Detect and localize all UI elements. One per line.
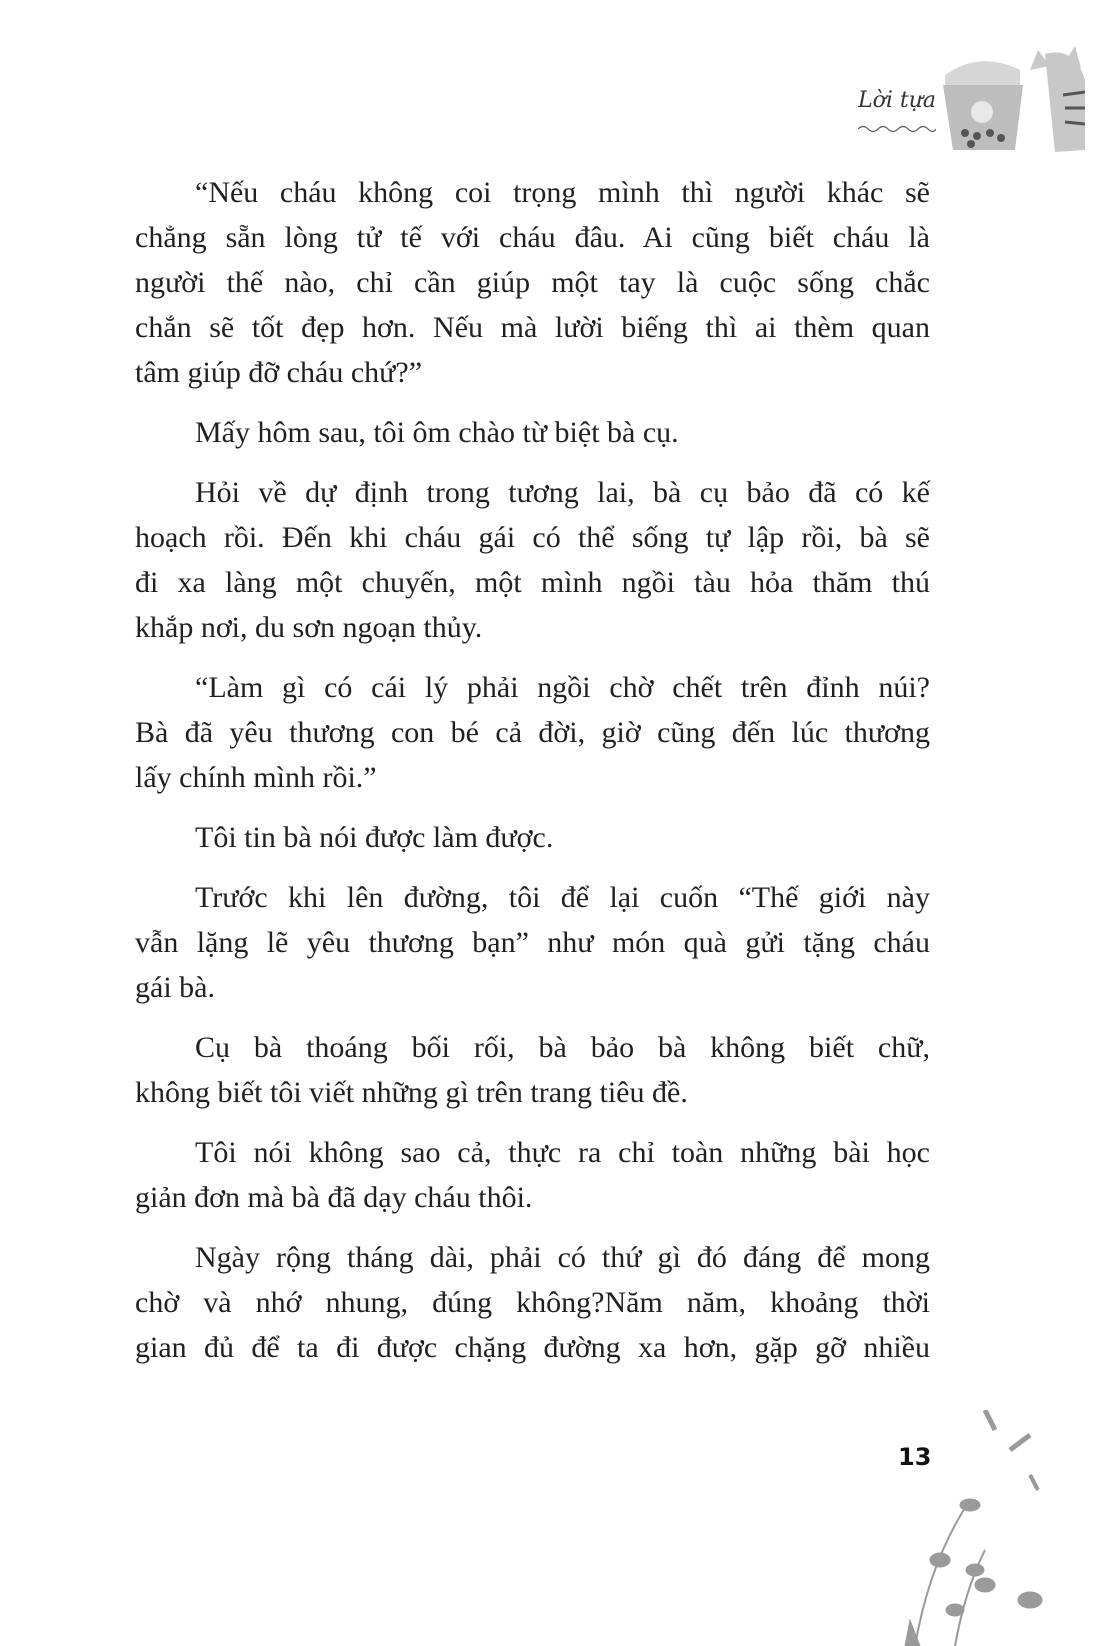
text-line: người thế nào, chỉ cần giúp một tay là cuộc sống chắc	[135, 266, 930, 299]
text-line: hoạch rồi. Đến khi cháu gái có thể sống tự lập rồi, bà sẽ	[135, 521, 930, 554]
paragraph	[135, 170, 930, 395]
cat-bubble-tea-illustration	[935, 40, 1085, 160]
chapter-header	[850, 40, 1090, 160]
text-line: Ngày rộng tháng dài, phải có thứ gì đó đáng để mong	[195, 1241, 930, 1274]
body-text	[135, 170, 930, 1385]
paragraph	[135, 1130, 930, 1220]
text-line: Mấy hôm sau, tôi ôm chào từ biệt bà cụ.	[195, 416, 679, 449]
text-line: không biết tôi viết những gì trên trang tiêu đề.	[135, 1076, 688, 1109]
paragraph	[135, 665, 930, 800]
text-line: khắp nơi, du sơn ngoạn thủy.	[135, 611, 483, 644]
text-line: gái bà.	[135, 971, 215, 1004]
text-line: Hỏi về dự định trong tương lai, bà cụ bảo đã có kế	[195, 476, 930, 509]
paragraph	[135, 875, 930, 1010]
text-line: “Nếu cháu không coi trọng mình thì người khác sẽ	[195, 176, 930, 209]
text-line: chẳng sẵn lòng tử tế với cháu đâu. Ai cũng biết cháu là	[135, 221, 930, 254]
text-line: Trước khi lên đường, tôi để lại cuốn “Thế giới này	[195, 881, 930, 914]
paragraph	[135, 410, 930, 455]
text-line: gian đủ để ta đi được chặng đường xa hơn, gặp gỡ nhiều	[135, 1331, 930, 1364]
text-line: Cụ bà thoáng bối rối, bà bảo bà không biết chữ,	[195, 1031, 930, 1064]
text-line: Tôi nói không sao cả, thực ra chỉ toàn những bài học	[195, 1136, 930, 1169]
paragraph	[135, 1025, 930, 1115]
text-line: đi xa làng một chuyến, một mình ngồi tàu hỏa thăm thú	[135, 566, 930, 599]
page-number: 13	[898, 1443, 932, 1471]
text-line: giản đơn mà bà đã dạy cháu thôi.	[135, 1181, 533, 1214]
text-line: lấy chính mình rồi.”	[135, 761, 377, 794]
section-title: Lời tựa	[858, 88, 937, 113]
paragraph	[135, 815, 930, 860]
wave-underline-icon	[858, 124, 936, 134]
text-line: Bà đã yêu thương con bé cả đời, giờ cũng đến lúc thương	[135, 716, 930, 749]
text-line: chờ và nhớ nhung, đúng không?Năm năm, khoảng thời	[135, 1286, 930, 1319]
text-line: Tôi tin bà nói được làm được.	[195, 821, 554, 854]
text-line: vẫn lặng lẽ yêu thương bạn” như món quà gửi tặng cháu	[135, 926, 930, 959]
paragraph	[135, 470, 930, 650]
text-line: tâm giúp đỡ cháu chứ?”	[135, 356, 423, 389]
text-line: chắn sẽ tốt đẹp hơn. Nếu mà lười biếng thì ai thèm quan	[135, 311, 930, 344]
paragraph	[135, 1235, 930, 1370]
text-line: “Làm gì có cái lý phải ngồi chờ chết trên đỉnh núi?	[195, 671, 930, 704]
